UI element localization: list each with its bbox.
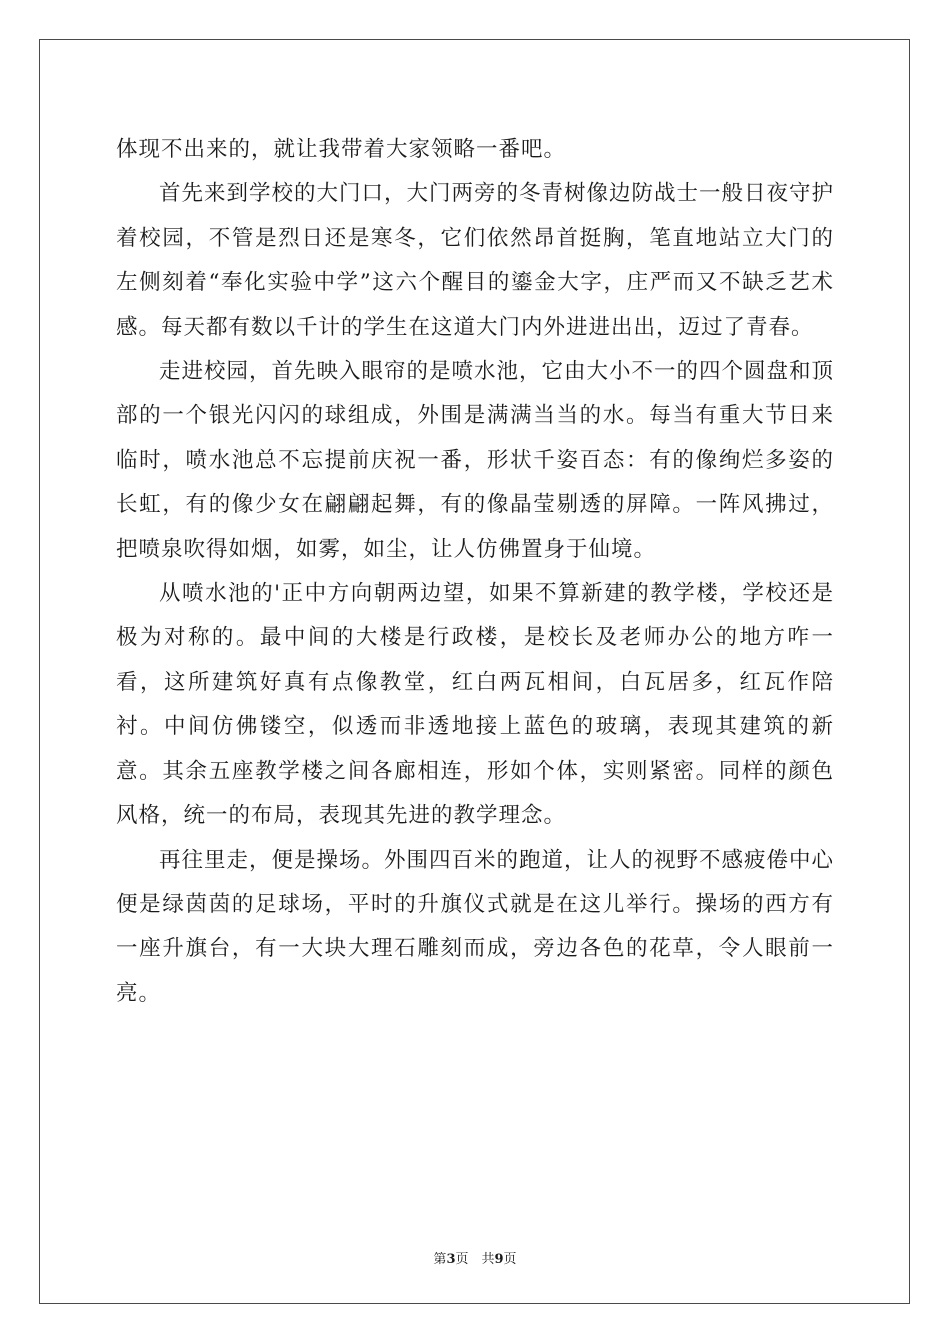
paragraph-4: 从喷水池的'正中方向朝两边望，如果不算新建的教学楼，学校还是极为对称的。最中间的大楼是行政楼，是校长及老师办公的地方咋一看，这所建筑好真有点像教堂，红白两瓦相间，白瓦居多，红瓦作陪衬。中间仿佛镂空，似透而非透地接上蓝色的玻璃，表现其建筑的新意。其余五座教学楼之间各廊相连，形如个体，实则紧密。同样的颜色风格，统一的布局，表现其先进的教学理念。	[116, 581, 834, 829]
paragraph-2: 首先来到学校的大门口，大门两旁的冬青树像边防战士一般日夜守护着校园，不管是烈日还是寒冬，它们依然昂首挺胸，笔直地站立大门的左侧刻着“奉化实验中学”这六个醒目的鎏金大字，庄严而又不缺乏艺术感。每天都有数以千计的学生在这道大门内外进进出出，迈过了青春。	[116, 181, 835, 340]
paragraph-3: 走进校园，首先映入眼帘的是喷水池，它由大小不一的四个圆盘和顶部的一个银光闪闪的球组成，外围是满满当当的水。每当有重大节日来临时，喷水池总不忘提前庆祝一番，形状千姿百态：有的像绚烂多姿的长虹，有的像少女在翩翩起舞，有的像晶莹剔透的屏障。一阵风拂过，把喷泉吹得如烟，如雾，如尘，让人仿佛置身于仙境。	[116, 359, 835, 562]
footer-mid: 页 共	[455, 1252, 495, 1267]
document-body	[116, 128, 834, 1016]
paragraph-5: 再往里走，便是操场。外围四百米的跑道，让人的视野不感疲倦中心便是绿茵茵的足球场，平时的升旗仪式就是在这儿举行。操场的西方有一座升旗台，有一大块大理石雕刻而成，旁边各色的花草，令人眼前一亮。	[116, 847, 835, 1006]
paragraph-1: 体现不出来的，就让我带着大家领略一番吧。	[116, 137, 567, 162]
footer-suffix: 页	[503, 1252, 517, 1267]
page-footer	[0, 1248, 950, 1267]
footer-prefix: 第	[433, 1252, 447, 1267]
total-page-number: 9	[494, 1252, 504, 1267]
current-page-number: 3	[446, 1252, 456, 1267]
